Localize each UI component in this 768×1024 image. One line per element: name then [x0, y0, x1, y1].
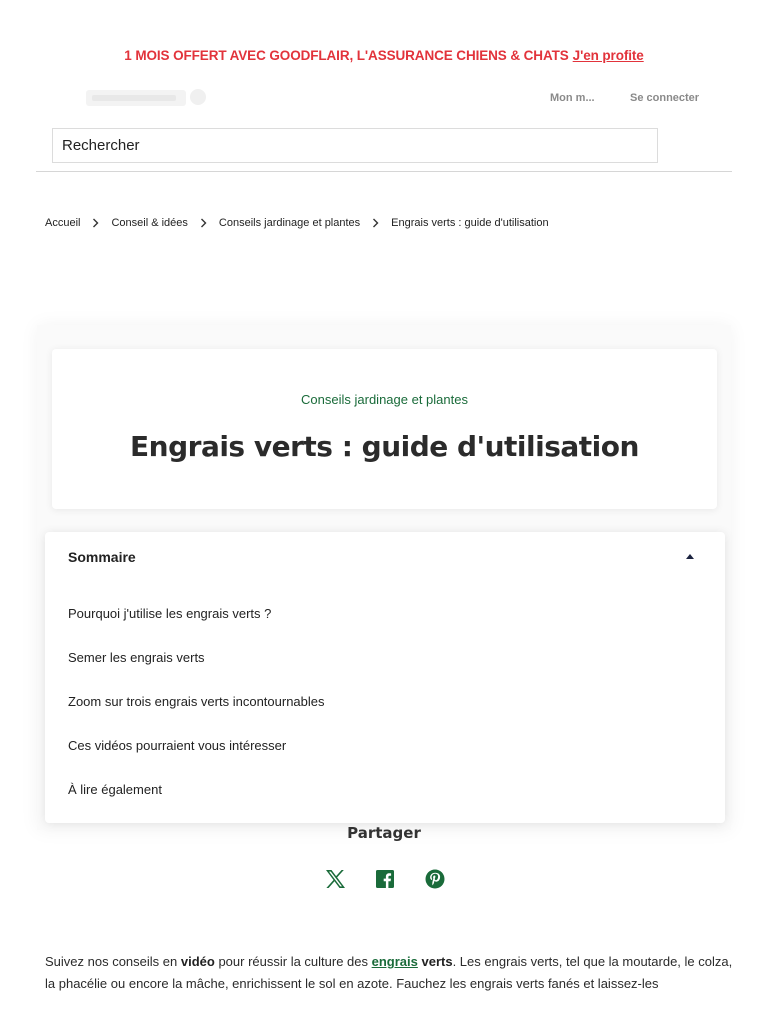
toc-item[interactable]: Semer les engrais verts — [68, 650, 205, 665]
search-input[interactable] — [53, 129, 657, 162]
breadcrumb-current: Engrais verts : guide d'utilisation — [391, 217, 549, 229]
intro-bold: vidéo — [180, 954, 215, 969]
promo-text: 1 MOIS OFFERT AVEC GOODFLAIR, L'ASSURANCE CHIENS & CHATS — [124, 48, 569, 63]
chevron-right-icon — [371, 218, 380, 228]
caret-up-icon[interactable] — [686, 554, 694, 559]
article-intro — [45, 951, 735, 995]
toc-item[interactable]: Pourquoi j'utilise les engrais verts ? — [68, 606, 272, 621]
nav-login[interactable]: Se connecter — [630, 92, 700, 104]
breadcrumb-advice[interactable]: Conseil & idées — [111, 217, 188, 229]
intro-text: Suivez nos conseils en — [45, 954, 181, 969]
facebook-icon[interactable] — [374, 868, 396, 890]
share-heading: Partager — [347, 824, 421, 842]
breadcrumb-home[interactable]: Accueil — [45, 217, 81, 229]
intro-text: pour réussir la culture des — [214, 954, 372, 969]
chevron-right-icon — [199, 218, 208, 228]
toc-item[interactable]: Ces vidéos pourraient vous intéresser — [68, 738, 287, 753]
pinterest-icon[interactable] — [424, 868, 446, 890]
nav-my-account[interactable]: Mon m... — [550, 92, 595, 104]
x-icon[interactable] — [324, 868, 346, 890]
brand-logo[interactable] — [84, 84, 210, 112]
page-title: Engrais verts : guide d'utilisation — [130, 430, 639, 463]
table-of-contents — [45, 532, 725, 823]
hero-card — [52, 349, 717, 509]
intro-bold: verts — [417, 954, 453, 969]
search-box[interactable] — [52, 128, 658, 163]
toc-item[interactable]: Zoom sur trois engrais verts incontournables — [68, 694, 325, 709]
toc-item[interactable]: À lire également — [68, 782, 162, 797]
article-category[interactable]: Conseils jardinage et plantes — [301, 392, 468, 407]
intro-text: . Les engrais verts, tel que la moutarde, le colza, la phacélie ou encore la mâche, enrichissent le sol en azote. Fauchez les engrais verts fanés et laissez-les — [45, 954, 733, 991]
promo-banner — [0, 48, 768, 63]
header-divider — [36, 171, 732, 172]
breadcrumb-gardening[interactable]: Conseils jardinage et plantes — [218, 217, 361, 229]
breadcrumb — [45, 217, 549, 229]
chevron-right-icon — [91, 218, 100, 228]
brand-logo-icon — [84, 84, 210, 112]
toc-heading[interactable]: Sommaire — [68, 549, 136, 565]
intro-link[interactable]: engrais — [371, 954, 418, 969]
toc-list — [68, 606, 325, 826]
promo-link[interactable]: J'en profite — [572, 48, 644, 63]
